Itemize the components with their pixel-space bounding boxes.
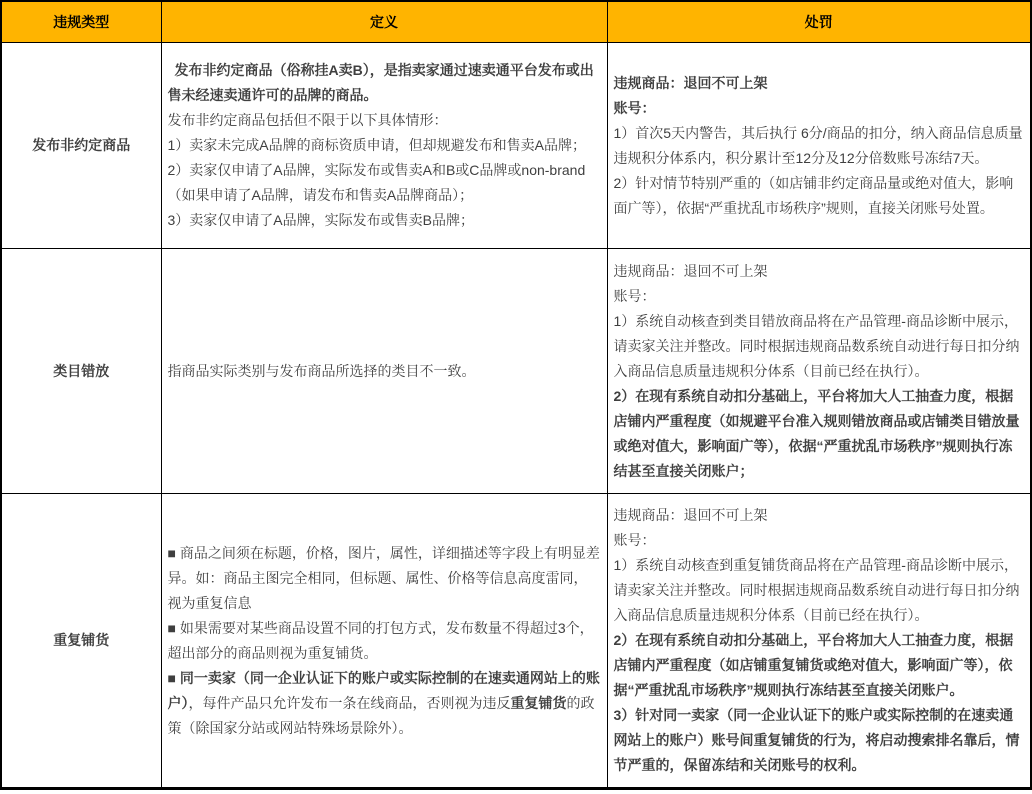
punishment-cell [607, 249, 1031, 494]
paragraph [614, 553, 1025, 628]
text-segment: 违规商品：退回不可上架 [613, 507, 768, 523]
column-header-definition: 定义 [161, 1, 607, 43]
text-segment: 2）针对情节特别严重的（如店铺非约定商品量或绝对值大，影响面广等），依据“严重扰乱市场秩序”规则，直接关闭账号处置。 [613, 174, 1014, 216]
column-header-violation-type: 违规类型 [1, 1, 161, 43]
text-segment: 1）系统自动核查到重复铺货商品将在产品管理-商品诊断中展示，请卖家关注并整改。同时根据违规商品数系统自动进行每日扣分纳入商品信息质量违规积分体系（目前已经在执行）。 [613, 557, 1020, 623]
paragraph [168, 359, 601, 384]
paragraph [614, 71, 1025, 96]
punishment-cell [607, 43, 1031, 249]
violation-type-label: 重复铺货 [53, 632, 110, 648]
text-segment: 1）卖家未完成A品牌的商标资质申请，但却规避发布和售卖A品牌； [167, 137, 586, 153]
table-row [1, 249, 1031, 494]
punishment-cell [607, 494, 1031, 789]
violation-type-cell [1, 43, 161, 249]
text-segment: 3）针对同一卖家（同一企业认证下的账户或实际控制的在速卖通网站上的账户）账号间重复铺货的行为，将启动搜索排名靠后，情节严重的，保留冻结和关闭账号的权利。 [613, 707, 1020, 773]
table-row [1, 43, 1031, 249]
paragraph [168, 541, 601, 616]
definition-cell [161, 494, 607, 789]
paragraph [614, 259, 1025, 284]
paragraph [168, 133, 601, 158]
paragraph [614, 384, 1025, 484]
definition-cell [161, 249, 607, 494]
table-row [1, 494, 1031, 789]
header-row [1, 1, 1031, 43]
text-segment: 2）在现有系统自动扣分基础上，平台将加大人工抽查力度，根据店铺内严重程度（如店铺重复铺货或绝对值大，影响面广等），依据“严重扰乱市场秩序”规则执行冻结甚至直接关闭账户。 [613, 632, 1014, 698]
text-segment: 违规商品：退回不可上架 [613, 74, 768, 91]
text-segment: 发布非约定商品（俗称挂A卖B），是指卖家通过速卖通平台发布或出售未经速卖通许可的品牌的商品。 [167, 62, 594, 103]
text-segment: 的政策（除国家分站或网站特殊场景除外）。 [167, 694, 595, 736]
paragraph [168, 616, 601, 666]
text-segment: ■ 同一卖家（同一企业认证下的账户或实际控制的在速卖通网站上的账户） [167, 669, 600, 711]
text-segment: 2）在现有系统自动扣分基础上，平台将加大人工抽查力度，根据店铺内严重程度（如规避平台准入规则错放商品或店铺类目错放量或绝对值大，影响面广等），依据“严重扰乱市场秩序”规则执行冻结甚至直接关闭账户； [613, 387, 1020, 479]
text-segment: 违规商品：退回不可上架 [613, 262, 768, 279]
paragraph [168, 158, 601, 208]
text-segment: 发布非约定商品包括但不限于以下具体情形： [167, 112, 448, 128]
paragraph [614, 528, 1025, 553]
paragraph [168, 58, 601, 108]
text-segment: ■ 商品之间须在标题，价格，图片，属性，详细描述等字段上有明显差异。如：商品主图完全相同，但标题、属性、价格等信息高度雷同，视为重复信息 [167, 544, 600, 611]
text-segment: ，每件产品只允许发布一条在线商品，否则视为违反 [188, 694, 511, 711]
violation-type-label: 发布非约定商品 [32, 137, 131, 153]
text-segment: 2）卖家仅申请了A品牌，实际发布或售卖A和B或C品牌或non-brand（如果申请了A品牌，请发布和售卖A品牌商品）； [167, 162, 586, 203]
paragraph [614, 309, 1025, 384]
table-header [1, 1, 1031, 43]
paragraph [614, 503, 1025, 528]
text-segment: 账号： [613, 532, 656, 548]
text-segment: 账号： [613, 287, 656, 304]
column-header-punishment: 处罚 [607, 1, 1031, 43]
text-segment: 1）系统自动核查到类目错放商品将在产品管理-商品诊断中展示，请卖家关注并整改。同时根据违规商品数系统自动进行每日扣分纳入商品信息质量违规积分体系（目前已经在执行）。 [613, 312, 1020, 379]
paragraph [168, 208, 601, 233]
paragraph [614, 121, 1025, 171]
paragraph [614, 703, 1025, 778]
violation-type-cell [1, 249, 161, 494]
table-body [1, 43, 1031, 789]
paragraph [168, 108, 601, 133]
paragraph [168, 666, 601, 741]
text-segment: 指商品实际类别与发布商品所选择的类目不一致。 [167, 362, 476, 379]
text-segment: 1）首次5天内警告，其后执行 6分/商品的扣分，纳入商品信息质量违规积分体系内，积分累计至12分及12分倍数账号冻结7天。 [613, 124, 1023, 166]
text-segment: 账号： [613, 99, 656, 116]
violation-type-label: 类目错放 [53, 362, 110, 379]
definition-cell [161, 43, 607, 249]
text-segment: 3）卖家仅申请了A品牌，实际发布或售卖B品牌； [167, 212, 474, 228]
text-segment: 重复铺货 [510, 694, 567, 711]
paragraph [614, 96, 1025, 121]
violation-type-cell [1, 494, 161, 789]
paragraph [614, 284, 1025, 309]
paragraph [614, 171, 1025, 221]
paragraph [614, 628, 1025, 703]
text-segment: ■ 如果需要对某些商品设置不同的打包方式，发布数量不得超过3个，超出部分的商品则视为重复铺货。 [167, 619, 594, 661]
